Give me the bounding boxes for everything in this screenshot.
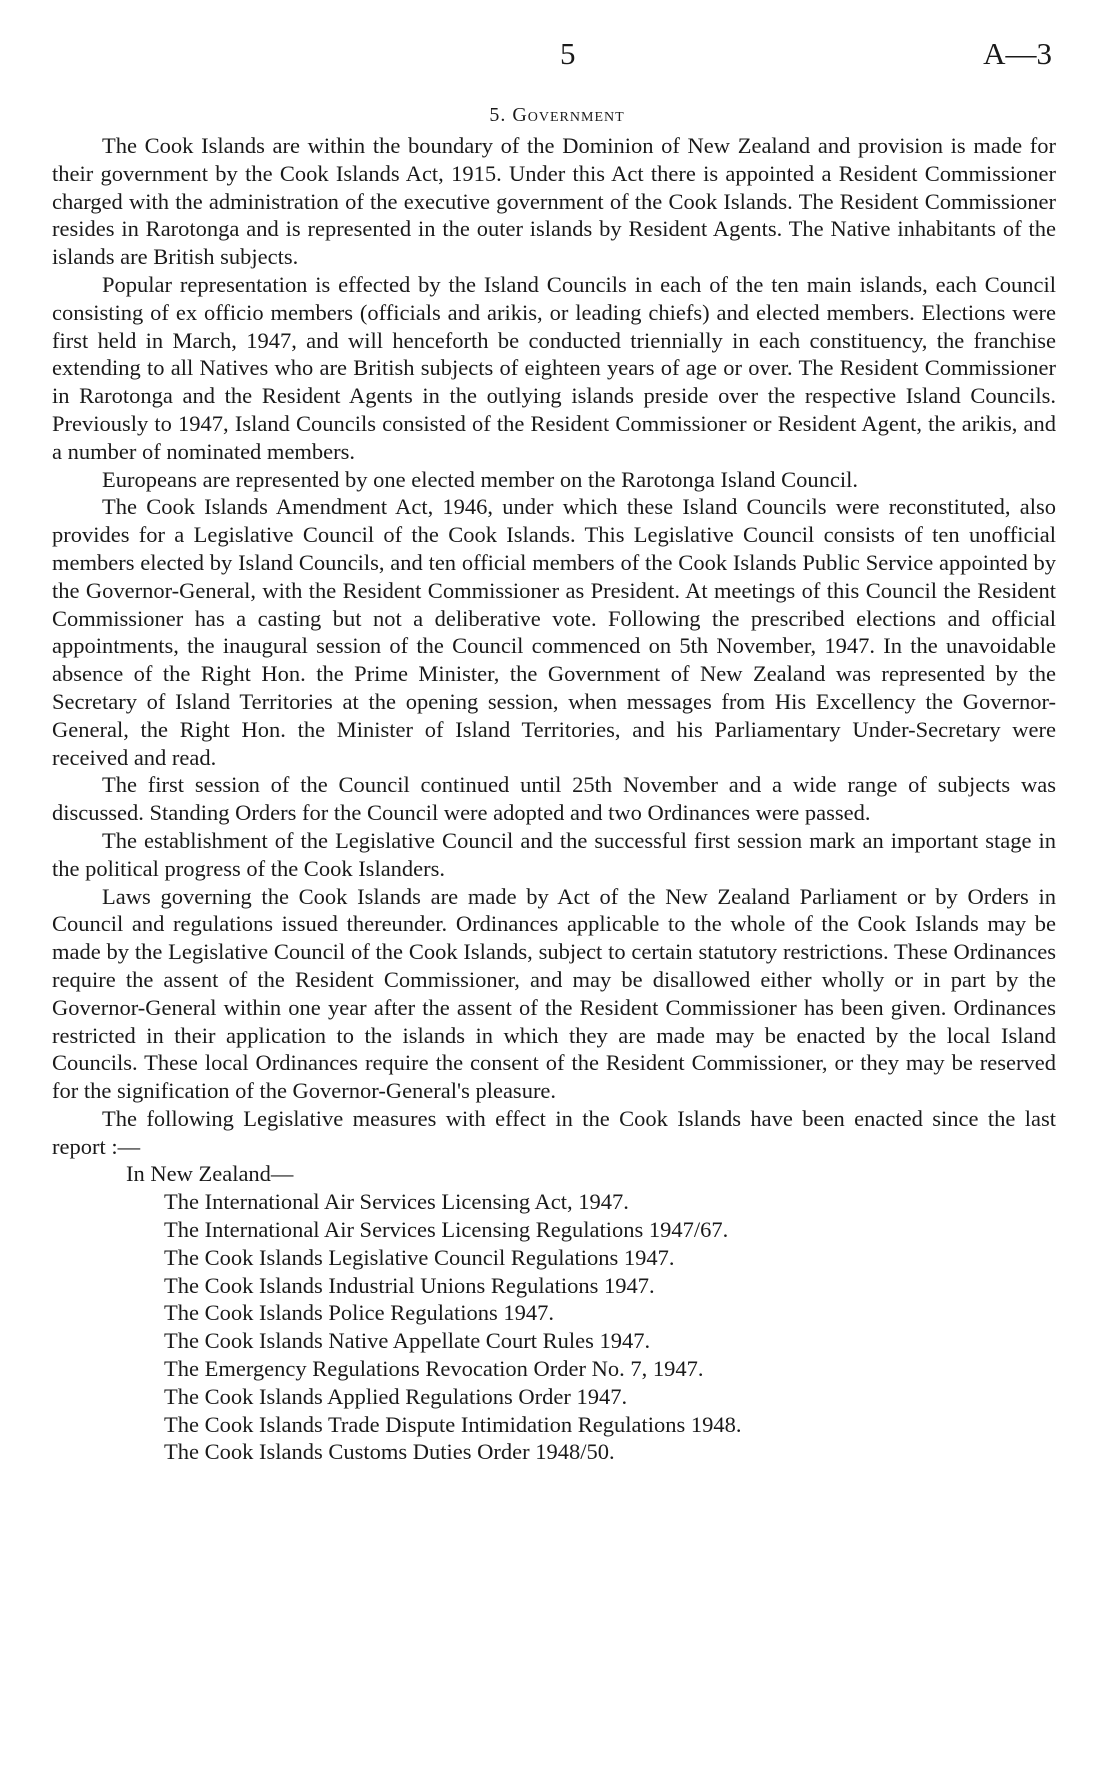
- document-body: [52, 132, 1056, 1466]
- list-item: The International Air Services Licensing Regulations 1947/67.: [164, 1217, 729, 1243]
- list-item: The Cook Islands Trade Dispute Intimidation Regulations 1948.: [164, 1411, 742, 1437]
- list-item: The Cook Islands Native Appellate Court Rules 1947.: [164, 1328, 651, 1354]
- list-item: The Emergency Regulations Revocation Order No. 7, 1947.: [164, 1356, 704, 1382]
- list-heading: In New Zealand—: [126, 1161, 294, 1187]
- paragraph-measures-intro: The following Legislative measures with effect in the Cook Islands have been enacted since the last report :—: [52, 1105, 1056, 1159]
- page-header: [0, 36, 1114, 76]
- measures-list: [52, 1188, 1056, 1466]
- paragraph-europeans: Europeans are represented by one elected member on the Rarotonga Island Council.: [102, 466, 858, 492]
- paragraph-laws: Laws governing the Cook Islands are made by Act of the New Zealand Parliament or by Orders in Council and regulations issued thereunder. Ordinances applicable to the whole of the Cook Islands may be made by the Legislative Council of the Cook Islands, subject to certain statutory restrictions. These Ordinances require the assent of the Resident Commissioner, and may be disallowed either wholly or in part by the Governor-General within one year after the assent of the Resident Commissioner has been given. Ordinances restricted in their application to the islands in which they are made may be enacted by the local Island Councils. These local Ordinances require the consent of the Resident Commissioner, or they may be reserved for the signification of the Governor-General's pleasure.: [52, 883, 1056, 1104]
- page-number: 5: [560, 36, 576, 71]
- list-item: The Cook Islands Industrial Unions Regulations 1947.: [164, 1272, 655, 1298]
- list-item: The Cook Islands Police Regulations 1947.: [164, 1300, 554, 1326]
- paragraph-government-overview: The Cook Islands are within the boundary of the Dominion of New Zealand and provision is made for their government by the Cook Islands Act, 1915. Under this Act there is appointed a Resident Commissioner charged with the administration of the executive government of the Cook Islands. The Resident Commissioner resides in Rarotonga and is represented in the outer islands by Resident Agents. The Native inhabitants of the islands are British subjects.: [52, 133, 1056, 270]
- report-code: A—3: [983, 36, 1052, 71]
- paragraph-establishment: The establishment of the Legislative Council and the successful first session mark an important stage in the political progress of the Cook Islanders.: [52, 827, 1056, 881]
- paragraph-legislative-council: The Cook Islands Amendment Act, 1946, under which these Island Councils were reconstituted, also provides for a Legislative Council of the Cook Islands. This Legislative Council consists of ten unofficial members elected by Island Councils, and ten official members of the Cook Islands Public Service appointed by the Governor-General, with the Resident Commissioner as President. At meetings of this Council the Resident Commissioner has a casting but not a deliberative vote. Following the prescribed elections and official appointments, the inaugural session of the Council commenced on 5th November, 1947. In the unavoidable absence of the Right Hon. the Prime Minister, the Government of New Zealand was represented by the Secretary of Island Territories at the opening session, when messages from His Excellency the Governor-General, the Right Hon. the Minister of Island Territories, and his Parliamentary Under-Secretary were received and read.: [52, 494, 1056, 770]
- section-heading: 5. Government: [489, 104, 625, 126]
- list-item: The Cook Islands Legislative Council Regulations 1947.: [164, 1244, 675, 1270]
- list-item: The Cook Islands Applied Regulations Order 1947.: [164, 1383, 628, 1409]
- list-item: The International Air Services Licensing Act, 1947.: [164, 1189, 629, 1215]
- paragraph-first-session: The first session of the Council continued until 25th November and a wide range of subjects was discussed. Standing Orders for the Council were adopted and two Ordinances were passed.: [52, 772, 1056, 826]
- list-item: The Cook Islands Customs Duties Order 1948/50.: [164, 1439, 615, 1465]
- paragraph-popular-representation: Popular representation is effected by the Island Councils in each of the ten main islands, each Council consisting of ex officio members (officials and arikis, or leading chiefs) and elected members. Elections were first held in March, 1947, and will henceforth be conducted triennially in each constituency, the franchise extending to all Natives who are British subjects of eighteen years of age or over. The Resident Commissioner in Rarotonga and the Resident Agents in the outlying islands preside over the respective Island Councils. Previously to 1947, Island Councils consisted of the Resident Commissioner or Resident Agent, the arikis, and a number of nominated members.: [52, 271, 1056, 464]
